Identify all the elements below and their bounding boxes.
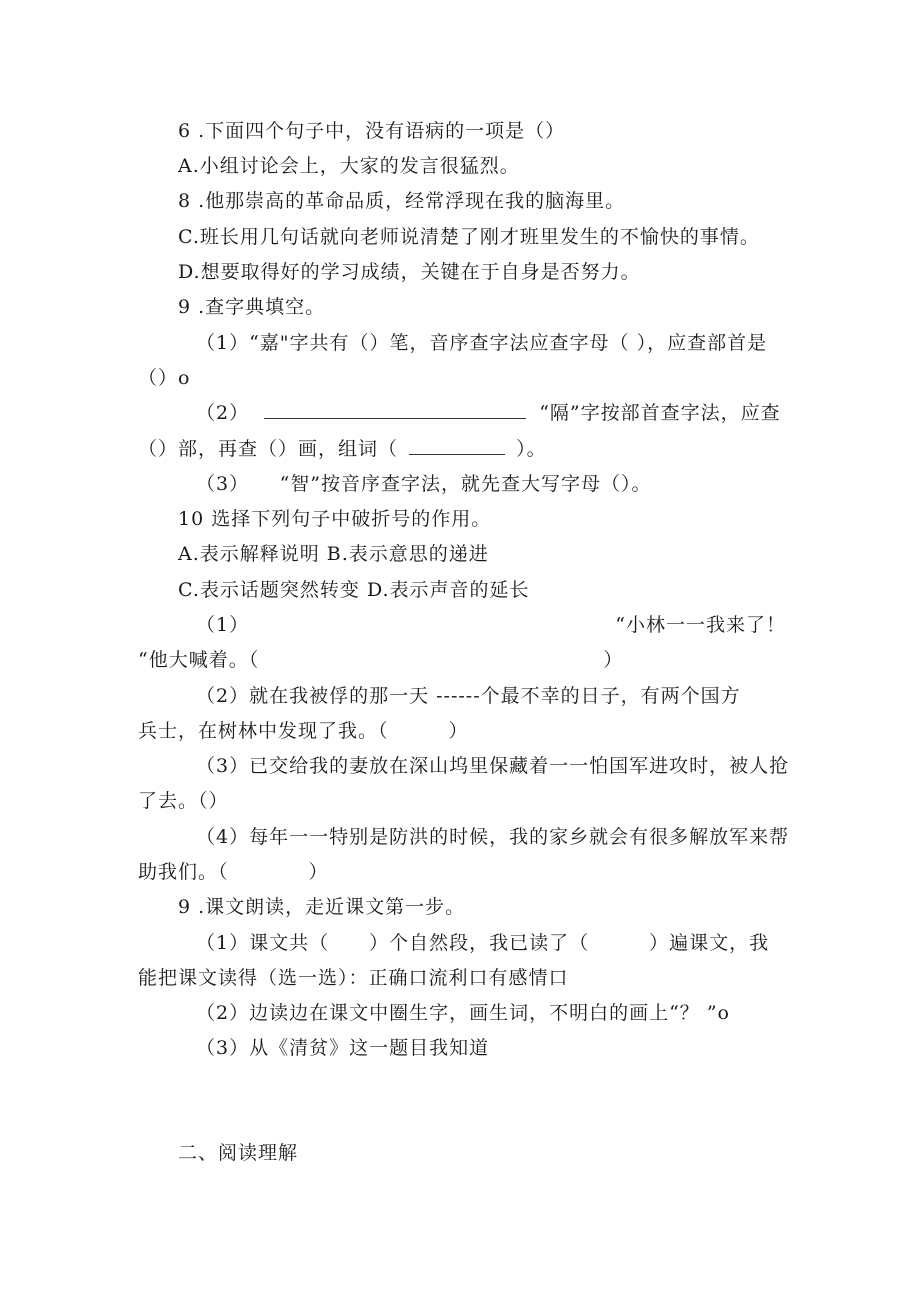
q9a-p2-line1 <box>196 400 781 426</box>
q9b-title: 9 .课文朗读，走近课文第一步。 <box>178 896 466 918</box>
q10-s4-line1: （4）每年一一特别是防洪的时候，我的家乡就会有很多解放军来帮 <box>196 826 790 848</box>
q10-s2-line2: 兵士，在树林中发现了我。（ ） <box>138 720 469 742</box>
q9a-p2-prefix: （2） <box>196 402 250 424</box>
q10-s2-line1: （2）就在我被俘的那一天 ------个最不幸的日子，有两个国方 <box>196 685 741 707</box>
q10-s1-num: （1） <box>196 614 250 636</box>
q9b-p1-line1: （1）课文共（ ）个自然段，我已读了（ ）遍课文，我 <box>196 932 770 954</box>
q6-option-d: D.想要取得好的学习成绩，关键在于自身是否努力。 <box>178 261 641 283</box>
q9b-p1-line2: 能把课文读得（选一选）：正确口流利口有感情口 <box>138 967 569 989</box>
q9a-p2-line2-b: ）。 <box>516 438 547 460</box>
q6-title: 6 .下面四个句子中，没有语病的一项是（） <box>178 120 566 142</box>
q10-s3-line1: （3）已交给我的妻放在深山坞里保藏着一一怕国军进攻时，被人抢 <box>196 755 790 777</box>
q10-s4-line2: 助我们。（ ） <box>138 861 329 883</box>
q10-s1-text: “小林一一我来了！ <box>615 614 786 636</box>
q6-option-b: 8 .他那崇高的革命品质，经常浮现在我的脑海里。 <box>178 190 626 212</box>
q6-option-c: C.班长用几句话就向老师说清楚了刚才班里发生的不愉快的事情。 <box>178 226 760 248</box>
q9a-p1-line1: （1）“嘉"字共有（）笔，音序查字法应查字母（ ），应查部首是 <box>196 332 768 354</box>
q9a-p2-suffix: “隔”字按部首查字法，应查 <box>539 402 781 424</box>
q9b-p2: （2）边读边在课文中圈生字，画生词，不明白的画上“？ ”o <box>196 1002 730 1024</box>
answer-blank[interactable] <box>409 436 505 455</box>
q10-s1-line2 <box>138 647 623 673</box>
q10-options-ab: A.表示解释说明 B.表示意思的递进 <box>178 543 489 565</box>
q10-s1-line2-a: “他大喊着。（ <box>138 649 260 671</box>
q6-option-a: A.小组讨论会上，大家的发言很猛烈。 <box>178 155 520 177</box>
q10-title: 10 选择下列句子中破折号的作用。 <box>178 508 492 530</box>
q10-s1-line1 <box>196 612 786 638</box>
q10-options-cd: C.表示话题突然转变 D.表示声音的延长 <box>178 579 530 601</box>
q9a-title: 9 .查字典填空。 <box>178 296 326 318</box>
q10-s3-line2: 了去。（） <box>138 790 229 812</box>
section-title-reading: 二、阅读理解 <box>178 1142 299 1164</box>
answer-blank[interactable] <box>264 400 526 419</box>
q9a-p3: （3） “智”按音序查字法，就先查大写字母（）。 <box>196 473 652 495</box>
q9a-p2-line2-a: （）部，再查（）画，组词（ <box>138 438 399 460</box>
q10-s1-line2-b: ） <box>603 649 624 671</box>
q9a-p1-line2: （）o <box>138 367 191 389</box>
q9a-p2-line2 <box>138 436 547 462</box>
q9b-p3: （3）从《清贫》这一题目我知道 <box>196 1037 490 1059</box>
